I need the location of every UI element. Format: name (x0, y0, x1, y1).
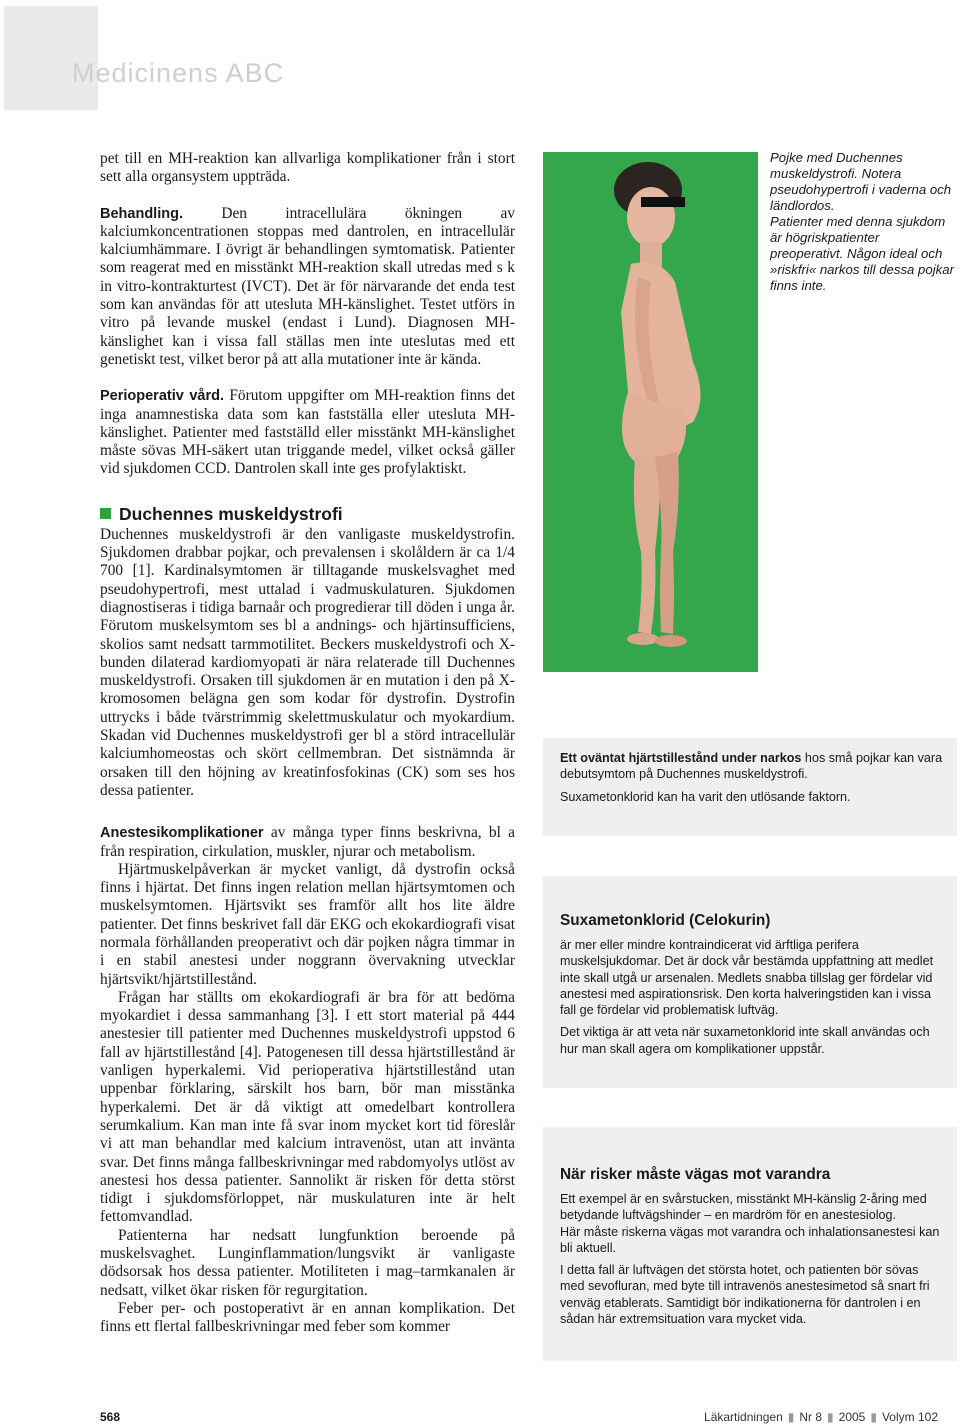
behandling-lead: Behandling. (100, 205, 183, 222)
anestesi-text-1: av många typer finns beskrivna, bl a från respiration, cirkulation, muskler, njurar och metabolism. (100, 824, 515, 860)
duchenne-paragraph: Duchennes muskeldystrofi är den vanligaste muskeldystrofin. Sjukdomen drabbar pojkar, och prevalensen i skolåldern är ca 1/4 700 [1]. Kardinalsymtomen är tilltagande muskelsvaghet med pseudohypertrofi, mest uttalad i vadmuskulaturen. Sjukdomen diagnostiseras i tidiga barnaår och progredierar till döden i unga år. Förutom muskelsymtom ses bl a andnings- och hjärtinsufficiens, skolios samt nedsatt tarmmotilitet. Beckers muskeldystrofi och X-bunden dilaterad kardiomyopati är nära relaterade till Duchennes muskeldystrofi. Orsaken till sjukdomen är en mutation i den på X-kromosomen belägna gen som kodar för dystrofin. Dystrofin uttrycks i både tvärstrimmig skelettmuskulatur och myokardium. Skadan vid Duchennes muskeldystrofi ger bl a störd intracellulär kalciumhomeostas och skört cellmembran. Det sistnämnda är orsaken till den höjning av kreatinfosfokinas (CK) som ses hos dessa patienter. (100, 525, 515, 799)
cardiac-arrest-box (543, 738, 957, 836)
duchenne-heading (100, 503, 515, 525)
anestesi-paragraph-4: Patienterna har nedsatt lungfunktion beroende på muskelsvaghet. Lunginflammation/lungsvikt är vanligaste dödsorsak hos dessa patienter. Motiliteten i mag–tarmkanalen är nedsatt, vilket ökar risken för regurgitation. (100, 1226, 515, 1299)
boy-silhouette (543, 152, 758, 672)
caption-p1: Pojke med Duchennes muskeldystrofi. Notera pseudohypertrofi i vaderna och ländlordos. (770, 150, 952, 213)
suxameton-box (543, 876, 957, 1088)
anestesi-paragraph-1 (100, 824, 515, 861)
suxameton-p1: är mer eller mindre kontraindicerat vid ärftliga perifera muskelsjukdomar. Det är dock vår bestämda uppfattning att medlet inte skall utgå ur arsenalen. Medlets snabba tillslag ger fördelar vid anestesi med aspirationsrisk. Den korta halveringstiden kan i vissa fall ge fördelar vid problematisk luftväg. (560, 938, 934, 1018)
arrest-paragraph (560, 750, 943, 783)
journal-year: 2005 (838, 1410, 866, 1424)
behandling-text: Den intracellulära ökningen av kalciumkoncentrationen stoppas med dantrolen, en intracellulär kalciumhämmare. I övrigt är behandlingen symtomatisk. Patienter som reagerat med en misstänkt MH-reaktion skall utredas med s k in vitro-kontrakturtest (IVCT). Det är för närvarande det enda test som kan användas för att utesluta MH-känslighet. Testet utförs in vitro på levande muskel (endast i Lund). Diagnosen MH-känslighet kan i vissa fall ställas men inte uteslutas med ett genetiskt test, vilket beror på att alla mutationer inte är kända. (100, 204, 515, 368)
risk-p2: Här måste riskerna vägas mot varandra och inhalationsanestesi kan bli aktuell. (560, 1224, 940, 1255)
risk-p1: Ett exempel är en svårstucken, misstänkt MH-känslig 2-åring med betydande luftvägshinder – en mardröm för en anestesiolog. (560, 1192, 927, 1223)
duchenne-heading-text: Duchennes muskeldystrofi (119, 503, 343, 524)
intro-paragraph: pet till en MH-reaktion kan allvarliga komplikationer från i stort sett alla organsystem uppträda. (100, 150, 515, 186)
section-title: Medicinens ABC (72, 58, 285, 88)
perioperativ-lead: Perioperativ vård. (100, 388, 224, 405)
arrest-lead: Ett oväntat hjärtstillestånd under narkos (560, 751, 802, 765)
anestesi-paragraph-3: Frågan har ställts om ekokardiografi är bra för att bedöma myokardiet i dessa sammanhang [3]. I ett stort material på 444 anestesier till patienter med Duchennes muskeldystrofi uppstod 6 fall av hjärtstillestånd [4]. Patogenesen till dessa hjärtstillestånd är vanligen hyperkalemi. Vid perioperativa hjärtstillestånd utan uppenbar förklaring, särskilt hos barn, bör man misstänka hyperkalemi. Det är då viktigt att omedelbart kontrollera serumkalium. Kan man inte få svar inom mycket kort tid föreslår vi att man behandlar med kalcium intravenöst, utan att invänta svar. Det finns många fallbeskrivningar med rabdomyolys utlöst av anestesi hos dessa patienter. Sannolikt är risken för detta störst tidigt i sjukdomsförloppet, när muskulaturen inte är helt fettomvandlad. (100, 988, 515, 1226)
suxameton-title: Suxametonklorid (Celokurin) (560, 912, 771, 929)
main-text-column (100, 150, 515, 1337)
perioperativ-paragraph (100, 387, 515, 478)
suxameton-p2: Det viktiga är att veta när suxametonklorid inte skall användas och hur man skall agera om komplikationer uppstår. (560, 1025, 930, 1056)
footer-separator: ▮ (870, 1410, 877, 1424)
perioperativ-text: Förutom uppgifter om MH-reaktion finns det inga anamnestiska data som kan fastställa eller utesluta MH-känslighet. Patienter med fastställd eller misstänkt MH-känslighet måste sövas MH-säkert utan triggande medel, vilket också gäller vid sjukdomen CCD. Dantrolen skall inte ges profylaktiskt. (100, 387, 515, 478)
behandling-paragraph (100, 205, 515, 370)
arrest-paragraph-2: Suxametonklorid kan ha varit den utlösande faktorn. (560, 789, 851, 804)
footer-separator: ▮ (827, 1410, 834, 1424)
patient-photo (543, 152, 758, 672)
page-number: 568 (100, 1410, 121, 1424)
journal-footer (704, 1410, 938, 1424)
anestesi-paragraph-2: Hjärtmuskelpåverkan är mycket vanligt, då dystrofin också finns i hjärtat. Det finns ingen relation mellan hjärtsymtomen och muskelsymtomen. Hjärtsvikt ses framför allt hos lite äldre patienter. Det finns beskrivet fall där EKG och ekokardiografi visat normala förhållanden preoperativt och där pojken några timmar in i en stabil anestesi under noggrann övervakning utvecklar hjärtsvikt/hjärtstillestånd. (100, 860, 515, 988)
green-square-icon (100, 508, 111, 519)
anestesi-lead: Anestesikomplikationer (100, 825, 264, 842)
risk-title: När risker måste vägas mot varandra (560, 1166, 831, 1183)
journal-volume: Volym 102 (881, 1410, 938, 1424)
caption-p2: Patienter med denna sjukdom är högriskpatienter preoperativt. Någon ideal och »riskfri« narkos till dessa pojkar finns inte. (770, 214, 954, 293)
journal-name: Läkartidningen (704, 1410, 783, 1424)
arrest-text: hos små pojkar kan vara debutsymtom på Duchennes muskeldystrofi. (560, 751, 943, 782)
footer-separator: ▮ (787, 1410, 795, 1424)
anestesi-paragraph-5: Feber per- och postoperativt är en annan komplikation. Det finns ett flertal fallbeskrivningar med feber som kommer (100, 1299, 515, 1336)
risk-p3: I detta fall är luftvägen det största hotet, och patienten bör sövas med sevofluran, med byte till intravenös anestesimetod så snart fri venväg etablerats. Samtidigt bör indikationerna för dantrolen i en sådan här extremsituation vara mycket vida. (560, 1263, 930, 1327)
journal-issue: Nr 8 (799, 1410, 823, 1424)
risk-box (543, 1127, 957, 1361)
photo-caption (770, 150, 955, 294)
